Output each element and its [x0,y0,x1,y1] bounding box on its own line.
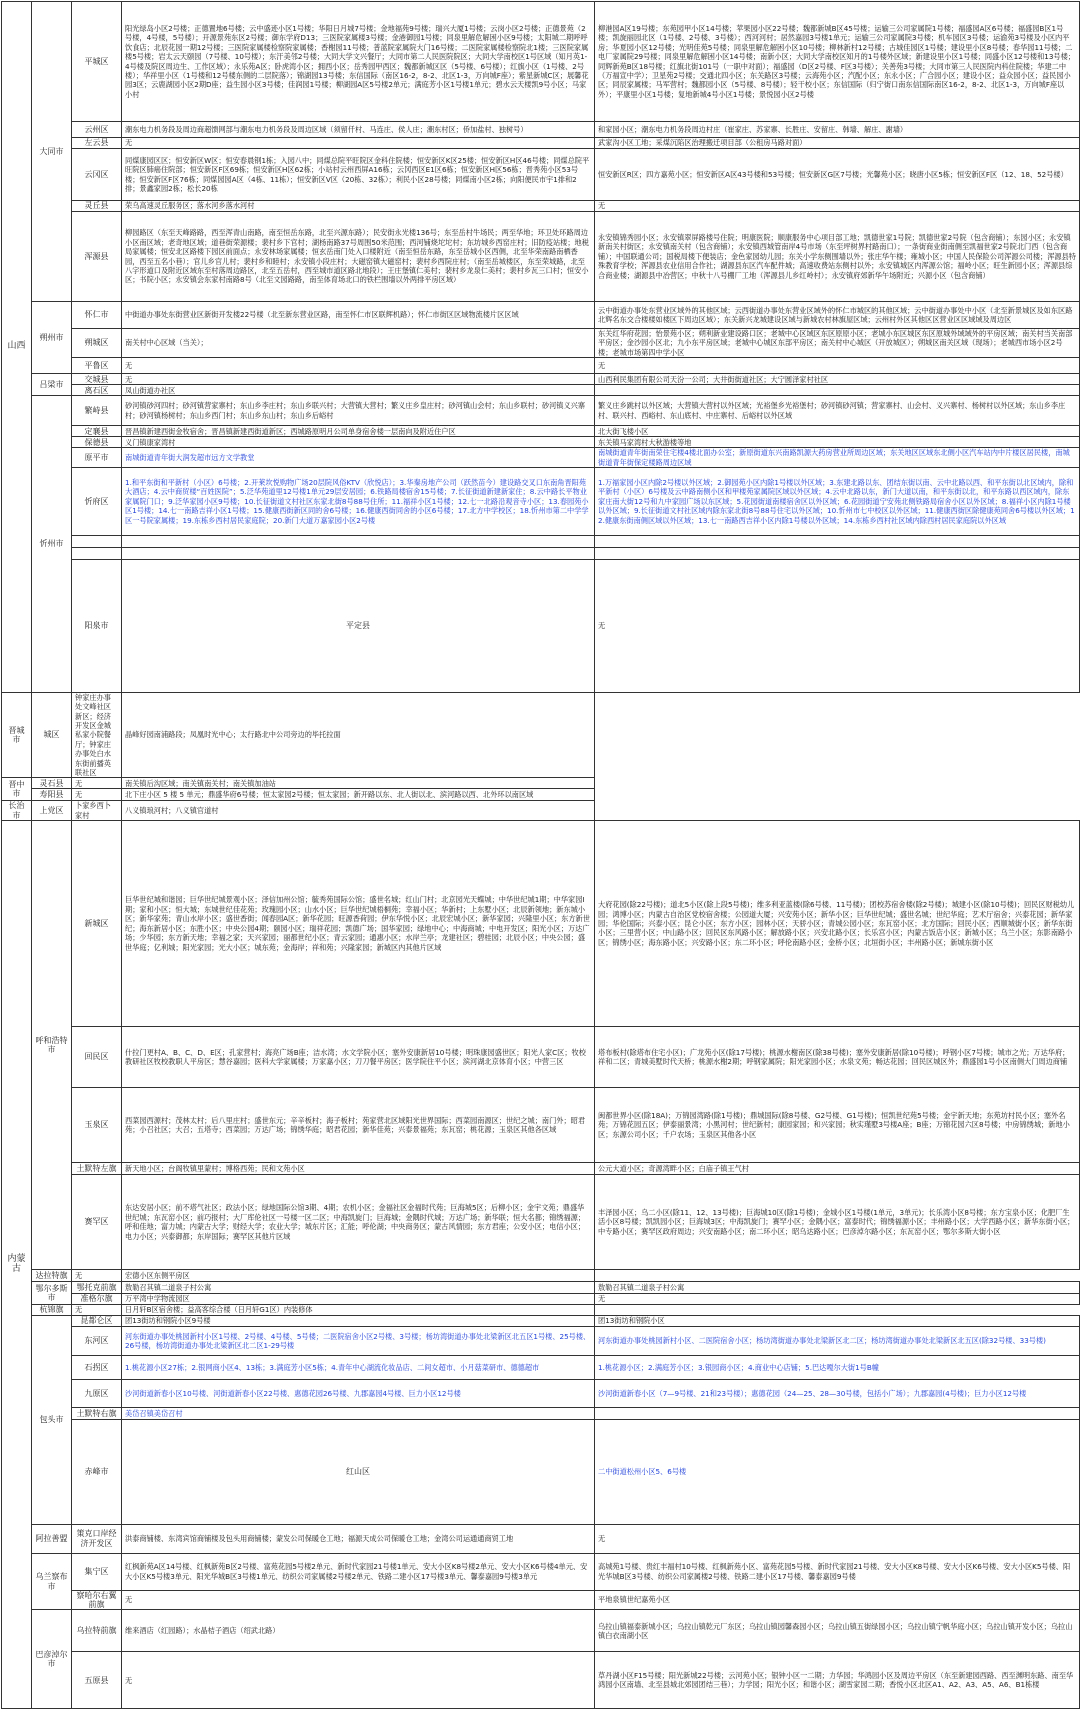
district-cell: 忻府区 [72,468,122,536]
high-risk-cell: 无 [72,778,122,789]
district-cell: 云州区 [72,122,122,138]
low-risk-cell: 云中街道办事处东营业区域外的其他区域；云西街道办事处东营业区域外的怀仁市城区的其他区域；云中街道办事处中小区（北至新景城区及如东区路北辉名东交合楼楼如楼区下周边区域）；东关新兴龙城建设区域与新城农村林旗屋区域；云州村外区其他区区营业区区域域及周边区 [595,302,1080,329]
low-risk-cell: 南关镇后沟区域；南关镇南关村；南关镇加油站 [122,778,595,789]
risk-area-table-body [2,2,1080,1709]
high-risk-cell: 二中街道松州小区5、6号楼 [595,1420,1080,1524]
district-cell: 平定县 [122,560,595,693]
high-risk-cell: 无 [595,560,1080,693]
high-risk-cell: 新天地小区；台阁牧镇里蒙村；博格西苑；民和文苑小区 [122,1163,595,1175]
high-risk-cell: 无 [72,789,122,801]
district-cell: 土默特左旗 [72,1163,122,1175]
table-row [2,302,1080,329]
table-row [2,1163,1080,1175]
district-cell: 上党区 [32,801,72,821]
city-cell: 阿拉善盟 [32,1524,72,1553]
high-risk-cell: 洪泰商铺楼、东湾宾馆商铺楼及包头用商铺楼；蒙发公司保暖仓工地；福源天成公司保暖仓工地；金湾公司运通通商贸工地 [122,1524,595,1553]
district-cell: 保德县 [72,437,122,448]
city-cell: 乌兰察布市 [32,1553,72,1610]
low-risk-cell: 繁义庄乡跳村以外区域；大营镇大营村以外区域；光裕堡乡光裕堡村；砂河镇砂河镇；营家寨村、山会村、义兴寨村、杨树村以外区域；东山乡李庄村、联兴村、西峪村、东山底村、中庄寨村、后峪村以外区域 [595,396,1080,426]
high-risk-cell: 团13街坊和钢院小区9号楼 [122,1316,595,1327]
high-risk-cell: 卜家乡西卜家村 [72,801,122,821]
low-risk-cell: 武家沟小区工地；采煤沉陷区治理搬迁项目部（公租房马路对面） [595,138,1080,149]
city-cell: 晋城市 [2,692,32,778]
high-risk-cell: 巨华世纪城和谐园；巨华世纪城景观小区；泽信加州公馆；毓秀苑国际公馆；盛世名城；红山门村；北京园光天蝶城；中华世纪城1期；中华家园I期；家和小区；恒大城；东城世纪佳花苑；玫瑰园小区；山水小区；巨华世纪城梧桐苑；幸福小区；华新村；上东墅小区；北辰新领地；新东城小区；新华家苑；青山水岸小区；盛世香街；闻春园A区；新华花园；旺源香荷园；伊东华悦小区；北辰宏城小区；新华家园；兴隆里小区；东方新世纪；海东新居小区；东胜小区；中央公园4期；颐园小区；瑞祥花园；凯德广场；国华家园；绿地中心；中海商城；中电开发区；阳光小区；万达广场；少华园；东方新天地；幸福之家；天兴家园；丽都世纪小区；青云家园；通惠小区；水岸兰亭；龙建社区；碧桂园；北辰小区；中央公园；盛世华庭；亿利城；阳光家园；光大小区；城东苑；金海岸；祥和苑；兴隆家园；新城区内其他片区域 [122,821,595,1027]
table-row [2,778,1080,789]
city-cell: 朔州市 [32,302,72,374]
district-cell [72,536,122,548]
low-risk-cell [595,1408,1080,1420]
district-cell: 赛罕区 [72,1175,122,1270]
table-row [2,426,1080,437]
high-risk-cell: 钟家庄办事处文峰社区新区；经济开发区金城私家小院餐厅；钟家庄办事处白水东街前播英联社区 [72,692,122,778]
high-risk-cell: 无 [122,358,595,374]
table-row [2,536,1080,548]
table-row [2,1420,1080,1524]
table-row [2,468,1080,536]
high-risk-cell: 无 [72,1305,122,1316]
district-cell: 繁峙县 [72,396,122,426]
low-risk-cell: 东关红华府花园；怡景苑小区；朔利新业建设路口区；老城中心区域区东区原原小区；老城小东区城区东区原城外域域外的平房区域；南关村当关南部平房区；金沙园小区北；九小东平房区域；老城中心城区东部平房区；南关村中心城区（开放城区）；朔城区南关区域（现场）；老城西市场小区2号楼；老城市场第四中学小区 [595,329,1080,358]
district-cell: 灵石县 [32,778,72,789]
table-row [2,1610,1080,1652]
high-risk-cell: 什拉门更村A、B、C、D、E区；孔家营村；海亮广场B座；洁水湾；水文学院小区；塞外安康新居10号楼；明珠康园盛世区；阳光人家C区；牧校教研社区牧校教职人平房区；慧谷嘉园；医科大学家属楼；万家嘉小区；刀刀餐平房区；医学院住平小区；滨河湖北京体育小区；中营三区 [122,1027,595,1088]
district-cell: 平鲁区 [72,358,122,374]
high-risk-cell: 红枫新苑A区14号楼、红枫新苑B区2号楼、富苑花园5号楼2单元、新时代家园21号楼1单元、安大小区K8号楼2单元、安大小区K6号楼4单元、安大小区K5号楼3单元、阳光华城B区3号楼1单元、纺织公司家属楼2号楼2单元、铁路二建小区17号楼3单元、馨泰嘉园9号楼3单元 [122,1553,595,1590]
district-cell: 鄂托克前旗 [72,1282,122,1294]
high-risk-cell: 万平湾中学物流园区 [122,1294,595,1305]
table-row [2,1327,1080,1356]
district-cell: 左云县 [72,138,122,149]
low-risk-cell: 平地泉镇世纪嘉苑小区 [595,1590,1080,1610]
low-risk-cell: 闽都世界小区(除18A)；万锦园湾路(除1号楼)；鼎城国际(除8号楼、G2号楼、G1号楼)；恒凯世纪苑5号楼；金宇新天地；东苑坊村民小区；塞外名苑；万锦花园五区；伊泰丽景湾；小黑河村；世纪新村；康园家园；和兴家园；秋实瑾墅3号楼A座；B座；万锦花园六区8号楼；中房锦绣城；新地小区；东源公司小区；千户农场；玉泉区其他各小区 [595,1088,1080,1163]
low-risk-cell: 无 [595,1524,1080,1553]
city-cell: 鄂尔多斯市 [32,1282,72,1305]
city-cell: 大同市 [32,2,72,302]
district-cell: 策克口岸经济开发区 [72,1524,122,1553]
high-risk-cell: 阳光绿岛小区2号楼；正德置地6号楼；云中盛迹小区1号楼；华阳日月城7号楼；金地福苑9号楼；瑞兴大厦1号楼；云岗小区2号楼；正德景苑（2号楼，4号楼，5号楼）；开源景苑东区2号楼；御东学府D13；三医院家属楼3号楼；金港御园1号楼；同泉里解危解困小区9号楼；太阳城二期呼呼饮食店；北辰花园一期12号楼；三医院家属楼检察院家属楼；香榭园11号楼；普蓝院家属院大门16号楼；二医院家属楼检察院北1楼；三医院家属楼5号楼；岩太云天颐园（7号楼、10号楼）；东汗美邻2号楼；大同大学文兴餐厅；大同市第二人民医院院区；大同大学南校区1号区域（知月英1-4号楼及院区周边生、工作区域）；永乐苑A区；卧虎湾小区；拥西小区；岳秀园甲西区；魏都新城区区（5号楼、6号楼）；红旗小区（1号楼、2号楼）；华祥里小区（1号楼和12号楼东侧的二层院落）；锦湖园13号楼；东信国际（南区16-2，8-2、北区1-3，万向城F座）；紫星新城C区；展馨花园3区；云鹿湖园小区2期D座；益生园小区3号楼；佳润园1号楼；柳湖园A区5号楼2单元；满庭芳小区1号楼1单元；碧水云天楼凯9号小区；马家小村 [122,2,595,122]
district-cell: 九原区 [72,1380,122,1408]
district-cell: 浑源县 [72,212,122,302]
high-risk-cell: 同煤康园区区；恒安新区W区；恒安春晨钢1栋；入园八中；同煤总院平旺院区金科住院楼；恒安新区K区25楼；恒安新区H区46号楼；同煤总院平旺院区肺癌住院部；恒安新区F区69栋；恒安新区H区62栋；小站村云州西屏A16栋；云冈西区E1区6栋；恒安新区H区56栋；晋秀苑小区53号楼；恒安新区F区76栋；同煤园园A区（4栋、11栋）；恒安新区V区（20栋、32栋）；利民小区28号楼；同煤南小区2栋；向阳便民市宇1排和2排；景鑫家园2栋；松长20栋 [122,149,595,201]
low-risk-cell: 八义镇琅河村；八义镇官道村 [122,801,595,821]
low-risk-cell: 草丹湖小区F15号楼；阳光新城22号楼；云河苑小区；银钟小区一二期；力华园；华鸿园小区及周边平房区（东至新建园西路、西至渊明东路、南至华鸿园小区南墙、北至县城北郊园团结三巷）；力学园；阳光小区；和谐小区；湖雪家园二期；香悦小区北区A1、A2、A3、A5、A6、B1栋楼 [595,1652,1080,1709]
district-cell: 集宁区 [72,1553,122,1590]
district-cell: 昆都仑区 [72,1316,122,1327]
city-cell: 吕梁市 [32,374,72,396]
district-cell: 回民区 [72,1027,122,1088]
high-risk-cell: 柳园路区（东至天峰路路，西至浑青山南路，南至恒岳东路，北至兴源东路）；民安街永光楼136号；东至岳村牛场民；两至华地；环卫处环路周边小区南区域；老奇地区域；道巷街荣源楼；裴村乡下官村；湖杨南路37号周围50米范围；西河铺烧坨坨村；东坊城乡西窑庄村；旧防疫站楼；地税局家属楼；恒安北区路楼下园区前面点；永安林场家属楼；恒玄岳南门处入口楼附近（南至恒岳东路，东至岳城小区西侧，北至华荣南路南栖香园，西至五名小巷）；官儿乡官儿村；裴村乡和睦村；永安镇小段庄村；大磁窑镇大磁窑村；裴村乡西院庄村；（南至岳城楼区，东至荣城路，北至八字形道口及附近区域东至村落周边路区，北至五岳村，西至城市道区路北地段）；王庄堡镇仁美村；裴村乡龙泉仁美村；裴村乡瓦三口村；恒安小区；书院小区；永安镇会东家村南路8号（北至文园路路，南至体育场北口的铁栏围墙以外两排平房区域） [122,212,595,302]
low-risk-cell: 永安镇锦秀园小区；永安镇翠屏路楼号住院；明康医院；顺康服务中心项目部工地；凯德世家1号院；凯德世家2号院（包含商铺）；东园小区；永安镇新南关村街区；永安镇南关村（包含商铺）；永安镇西城管南岸4号市场（东至坪树界村路南口）；一条街商业街南侧至凯福世家2号院北门西（包含商铺）；中国联通公司；国税局楼下便装店；金色家园幼儿园；东关小学东侧围墙以外；张庄华午楼；雍城小区；中国人民保险公司浑源公司楼；浑源县特殊教育学校；浑源县农业信用合作社；湖源县东区汽车配件城；高速收费站东侧村以外；永安镇城区内浑源公馆；福岭小区；旺生新园小区；浑源县综合商业楼；湖源县中冶营区；中秋十八号棚厂工地（浑源县儿乡红岭村）；永安镇府郊新华午场附近；兴源小区（包含商铺） [595,212,1080,302]
low-risk-cell: 无 [595,1294,1080,1305]
table-row [2,548,1080,560]
high-risk-cell: 南关村中心区域（当关）； [122,329,595,358]
high-risk-cell: 无 [72,1270,122,1282]
low-risk-cell [595,536,1080,548]
district-cell: 察哈尔右翼前旗 [72,1590,122,1610]
high-risk-cell: 中街道办事处东街营业区新街开发楼22号楼（北至新东营业区路，南至怀仁市区联辉机路）；怀仁市街区区域物流楼片区区域 [122,302,595,329]
table-row [2,1282,1080,1294]
district-cell: 朔城区 [72,329,122,358]
city-cell: 呼和浩特市 [32,821,72,1270]
province-cell: 山西 [2,2,32,693]
low-risk-cell: 敖勒召其镇二道泉子村公寓 [595,1282,1080,1294]
table-row [2,396,1080,426]
district-cell: 东河区 [72,1327,122,1356]
high-risk-cell: 东达安居小区；前不塔气社区；政法小区；绿地国际公馆3期、4期；农机小区；金福社区金福时代苑；巨海城5区；后柳小区；金宇文苑；鼎盛华世纪城；东瓦窑小区；前巧报村；大厂库伦社区一号楼一区二区；中海凯旋门；巨海城；金隅时代城；万达广场；新华联；恒大名都；锦绣福源；呼和佳地；富力城；内蒙古大学；财经大学；农业大学；城东片区；汇能；呼伦湖；中央商务区；蒙古风情园；东方君座；公安小区；电信小区；电力小区；兴泰御都；东岸国际；赛罕区其他片区域 [122,1175,595,1270]
table-row [2,329,1080,358]
table-row [2,1380,1080,1408]
low-risk-cell: 晶峰好园南浦路段；凤凰时光中心；太行路北中公司旁边的毕托拉面 [122,692,595,778]
low-risk-cell: 公元大道小区；奇源湾畔小区；白庙子镇王气村 [595,1163,1080,1175]
table-row [2,1652,1080,1709]
city-cell: 巴彦淖尔市 [32,1610,72,1709]
table-row [2,1316,1080,1327]
city-cell: 忻州市 [32,396,72,693]
district-cell: 准格尔旗 [72,1294,122,1305]
table-row [2,789,1080,801]
high-risk-cell: 无 [122,374,595,385]
high-risk-cell: 无 [122,1652,595,1709]
district-cell: 城区 [32,692,72,778]
table-row [2,1027,1080,1088]
low-risk-cell: 南城街道青年街南荣住宅楼4楼北面办公室；新原街道东兴南路凯源大药房营业所周边区域；东关地区区域东北侧小区汽车站内中片楼区居民楼，南城街道青年街保定楼路周边区域 [595,448,1080,468]
low-risk-cell: 1.桃花源小区；2.满庭芳小区；3.银园商小区；4.商业中心店铺；5.巴达嘎尔大街1号B幢 [595,1356,1080,1380]
low-risk-cell: 沙河街道新春小区（7—9号楼、21和23号楼）；惠德花园（24—25、28—30号楼，包括小广场）；九郡嘉园(4号楼)；巨力小区12号楼 [595,1380,1080,1408]
high-risk-cell: 南城街道青年街大润发超市远方文学教堂 [122,448,595,468]
district-cell: 杭锦旗 [32,1305,72,1316]
province-cell: 内蒙古 [2,821,32,1709]
high-risk-cell: 美岱召镇美岱召村 [122,1408,595,1420]
high-risk-cell: 凤山街道办社区 [122,385,595,396]
district-cell: 土默特右旗 [72,1408,122,1420]
low-risk-cell: 塔布板村(除塔布住宅小区)；广龙苑小区(除17号楼)；桃源水榭南区(除38号楼)；塞外安康新居(除10号楼)；呼钢小区7号楼；城市之光；万达华府；祥和二区；青城美墅时代天桥；桃源水榭2期；呼钢家属院；阳光家园小区；水泉文苑；畅达花园；回民区城区外；鼎盛园1号小区南侧大门周边商铺 [595,1027,1080,1088]
district-cell: 离石区 [72,385,122,396]
table-row [2,821,1080,1027]
table-row [2,801,1080,821]
district-cell: 原平市 [72,448,122,468]
district-cell: 五原县 [72,1652,122,1709]
city-cell: 赤峰市 [72,1420,122,1524]
district-cell: 红山区 [122,1420,595,1524]
district-cell: 石拐区 [72,1356,122,1380]
district-cell: 玉泉区 [72,1088,122,1163]
high-risk-cell: 维来酒店（红园路）；水晶桔子酒店（绍武北路） [122,1610,595,1652]
low-risk-cell: 乌拉山镇福泰新城小区；乌拉山镇乾元厂东区；乌拉山镇园馨森园小区；乌拉山镇五街绿园小区；乌拉山镇宁帆华庭小区；乌拉山镇开发小区；乌拉山镇白衣南湖小区 [595,1610,1080,1652]
table-row [2,374,1080,385]
low-risk-cell: 团13街坊和钢院小区 [595,1316,1080,1327]
low-risk-cell: 河东街道办事处桃园新村小区、二医院宿舍小区；杨坊湾街道办事处北梁新区北二区；杨坊湾街道办事处北梁新区北五区(除32号楼、33号楼) [595,1327,1080,1356]
low-risk-cell: 山西利民集团有限公司天汾一公司；大井街街道社区；大宁圆泽家村社区 [595,374,1080,385]
high-risk-cell: 义门镇康家湾村 [122,437,595,448]
high-risk-cell: 敖勒召其镇二道泉子村公寓 [122,1282,595,1294]
low-risk-cell: 1.万福家园小区内除2号楼以外区域；2.御园苑小区内除1号楼以外区域；3.东建北路以东、团结东街以南、云中北路以西、和平东街以北区域内，除和平新村（小区）6号楼及云中路南侧小区和甲楼苑家属院区域以外区域；4.云中北路以东，新门大道以南，和平东街以北，和平东路以西区域内，除东家庄南大街12号和九中家园广场以东区域；5.花园街道南楼宿舍区以外区域；6.花园街道宁安苑北侧铁路局宿舍小区以外区域；8.福祥小区内除1号楼以外区域；9.长征街道文村社区域内除东家北街8号88号住宅以外区域；10.忻州市七中校区以外区域；11.健康西街区除健康苑同舍6号楼以外区域；12.健康东街南侧区域以外区域；13.七一南路西吉祥小区内除1号楼以外区域；14.东栋乡西村社区域内除西村居民家庭院以外区域 [595,468,1080,536]
table-row [2,1356,1080,1380]
city-cell: 晋中市 [2,778,32,801]
high-risk-cell: 晋昌镇新建西街金牧宿舍；晋昌镇新建西街道新区；西城路原明月公司单身宿舍楼一层南向及附近住户区 [122,426,595,437]
risk-area-table [1,1,1080,1709]
district-cell: 怀仁市 [72,302,122,329]
table-row [2,149,1080,201]
high-risk-cell: 荣乌高速灵丘服务区；落水河乡落水河村 [122,201,595,212]
high-risk-cell [122,548,595,560]
high-risk-cell: 河东街道办事处桃园新村小区1号楼、2号楼、4号楼、5号楼；二医院宿舍小区2号楼、3号楼；杨坊湾街道办事处北梁新区北五区1号楼、25号楼、26号楼，杨坊湾街道办事处北梁新区北二区1-29号楼 [122,1327,595,1356]
city-cell: 包头市 [32,1316,72,1524]
table-row [2,437,1080,448]
table-row [2,385,1080,396]
table-row [2,201,1080,212]
district-cell: 平城区 [72,2,122,122]
low-risk-cell: 无 [595,358,1080,374]
table-row [2,358,1080,374]
table-row [2,692,1080,778]
low-risk-cell: 宏德小区东侧平房区 [122,1270,595,1282]
table-row [2,1175,1080,1270]
table-row [2,1088,1080,1163]
low-risk-cell: 恒安新区R区；四方嘉苑小区；恒安新区A区43号楼和53号楼；恒安新区G区7号楼；光馨苑小区；晓唐小区5栋；恒安新区F区（12、18、52号楼） [595,149,1080,201]
high-risk-cell: 1.和平东街和平新村（小区）6号楼；2.开莱坎悦购物广场20层院风俗KTV（欣悦店）；3.华秦房地产公司（跃然苗今）建设路交叉口东南角晋阳苑大酒店；4.云中商贸楼“百姓医院”；5.泛华苑道里12号楼1单元29层安居园；6.铁路局楼宿舍15号楼；7.长征街道新建新家住；8.云中路长平物业家属院门口；9.泛华家园小区9号楼；10.长征街道文村社区东家北街8号88号住所；11.福祥小区1号楼；12.七一北路沿观音寺小区；13.春园苑小区1号楼；14.七一南路吉祥小区1号楼；15.健康西街新区同的舍6号楼；16.健康西街同舍的小区6号楼；17.北方中学校区；18.忻州市第二中学学区一号院家属楼；19.东栋乡西村居民家庭院；20.新门大道万嘉家园小区2号楼 [122,468,595,536]
low-risk-cell: 丰泽园小区；乌二小区(除11、12、13号楼)；巨海城10区(除1号楼)；金城小区1号楼(1单元，3单元)；长乐湾小区8号楼；东方宝泉小区；化肥厂生活小区8号楼；凯凯园小区；巨海城3区；中海凯旋门；赛罕小区；金隅小区；富泰时代；锦绣福源小区；丰州路小区；大学西路小区；新华东街小区；中专路小区；赛罕区政府周边；兴安南路小区；南二环小区；昭乌达路小区；巴彦淖尔路小区；东瓦窑小区；鄂尔多斯大街小区 [595,1175,1080,1270]
high-risk-cell: 砂河镇砂河四村；砂河镇营家寨村；东山乡李庄村；东山乡联兴村；大营镇大营村；繁义庄乡皇庄村；砂河镇山会村；东山乡联村；砂河镇义兴寨村；砂河镇杨树村；东山乡西门村；东山乡东山村；东山乡后峪村 [122,396,595,426]
low-risk-cell: 高城苑1号楼、贵红丰福村10号楼、红枫新苑小区、富苑花园5号楼、新时代家园21号楼、安大小区K8号楼、安大小区K6号楼、安大小区K5号楼、阳光华城B区3号楼、纺织公司家属楼2号楼、铁路二建小区17号楼、馨泰嘉园9号楼 [595,1553,1080,1590]
table-row [2,1590,1080,1610]
high-risk-cell: 无 [122,138,595,149]
district-cell: 云冈区 [72,149,122,201]
city-cell: 阳泉市 [72,560,122,693]
high-risk-cell: 1.桃花源小区27栋；2.银网商小区4、13栋；3.满庭芳小区5栋；4.青年中心湖流化妆品店、二间女超市、小月菇菜研市、德德超市 [122,1356,595,1380]
district-cell [72,548,122,560]
table-row [2,2,1080,122]
district-cell: 乌拉特前旗 [72,1610,122,1652]
table-row [2,1294,1080,1305]
table-row [2,1408,1080,1420]
low-risk-cell: 日月轩B区宿舍楼；益高客综合楼（日月轩G1区）内装修体 [122,1305,595,1316]
low-risk-cell: 柳港园A区19号楼；东苑园甲小区14号楼；苹果园小区22号楼；魏都新城B区45号楼；运输三公司家属院1号楼；福盛园A区6号楼；福盛园B区1号楼；凯旋丽园北区（1号楼、2号楼、3号楼）；西河河村；居然嘉园3号楼1单元；运输三公司家属院3号楼；机车园区3号楼；运渝苑3号楼及小区内平房；华夏园小区12号楼；光明佳苑5号楼；同泉里解危解困小区10号楼；柳林新村12号楼；古城佳园区1号楼；建设里小区8号楼；春华园11号楼；二电厂家属院29号楼；同泉里解危解困小区14号楼；南新小区；大同大学南校区知月的1号楼外区域；新建设里小区1号楼；同盛小区12号楼和13号楼；同辉新苑B区18号楼；红旗北街101号（一职中对面）；福盛园（D区2号楼、F区3号楼）；关善苑3号楼；大同市第三人民医院内科住院楼；华建二中（万福宣中学）；卫星苑2号楼；交通北四小区；东关路区3号楼；云海苑小区；汽配小区；东永小区；广合园小区；建设小区；益众园小区；益民园小区；同辰家属楼；马军营村；魏都园小区（5号楼、8号楼）；轻干校小区；东信国际（归宁街口南东信国际南区16-2，8-2、北区1-3，万向城F座以外）；平康里小区1号楼；复地新城4号小区1号楼；景悦园小区2号楼 [595,2,1080,122]
district-cell: 寿阳县 [32,789,72,801]
table-row [2,560,1080,693]
low-risk-cell: 东关镇马家湾村大秋游楼等地 [595,437,1080,448]
high-risk-cell: 无 [122,1590,595,1610]
table-row [2,1305,1080,1316]
table-row [2,1553,1080,1590]
district-cell: 交城县 [72,374,122,385]
table-row [2,1270,1080,1282]
high-risk-cell: 沙河街道新春小区10号楼、河街道新春小区22号楼、惠德花园26号楼、九郡嘉园4号楼、巨力小区12号楼 [122,1380,595,1408]
district-cell: 定襄县 [72,426,122,437]
high-risk-cell: 潮东电力机务段及周边商超馈网部与潮东电力机务段及周边区域（须留仟村、马连庄、侯人庄；潮东村区；侨加盐村、独树号） [122,122,595,138]
district-cell: 达拉特旗 [32,1270,72,1282]
table-row [2,212,1080,302]
city-cell: 长治市 [2,801,32,821]
table-row [2,138,1080,149]
low-risk-cell: 大府花园(除22号楼)；道北5小区(除上段5号楼)；维多利亚蓝楼(除6号楼、11号楼)；团校苏宿舍楼(除2号楼)；城建小区(除10号楼)；回民区财税幼儿园；鸿博小区；内蒙古自治区党校宿舍楼；公园道大厦；兴安苑小区；新华小区；巨华世纪城；盛世名城；世纪华庭；艺术厅宿舍；兴泰花园；新华家园；华伦国际；兴泰小区；昆仑小区；东方小区；园林小区；天骄小区；青城公园小区；东瓦窑小区；北方国际；回民小区；西顺城街小区；新华东街小区；三里营小区；中山路小区；回民区东风路小区；解放路小区；兴安北路小区；长乐宫小区；内蒙古饭店小区；新城小区；乌兰小区；东影南路小区；锦绣小区；海东路小区；兴安路小区；东二环小区；呼伦南路小区；金桥小区；北垣街小区；丰州路小区；新城东街小区 [595,821,1080,1027]
low-risk-cell: 无 [595,201,1080,212]
low-risk-cell [595,385,1080,396]
table-row [2,1524,1080,1553]
low-risk-cell [595,548,1080,560]
low-risk-cell: 北下庄小区 5 楼 5 单元；鼎盛华府6号楼；恒太家园2号楼；恒太家园；新开路以东、北人街以北、滨河路以西、北外环以南区域 [122,789,595,801]
table-row [2,122,1080,138]
high-risk-cell [122,536,595,548]
low-risk-cell: 北大街飞楼小区 [595,426,1080,437]
high-risk-cell: 西菜园西源村；茂林太村；后八里庄村；盛世东元；辛辛板村；海子板村；苑家营北区域阳光世界国际；西菜园南源区；世纪之城；南门外；昭君苑；小召社区；大召；五塔寺；西菜园；万达广场；锦绣华庭；昭君花园；新华佳苑；兴泰景福苑；东瓦窑；桃花源；玉泉区其他各区域 [122,1088,595,1163]
district-cell: 新城区 [72,821,122,1027]
table-row [2,448,1080,468]
district-cell: 灵丘县 [72,201,122,212]
low-risk-cell: 和家园小区；潮东电力机务段周边村庄（崔家庄、苏家寨、长胜庄、安留庄、韩墙、解庄、謝墙） [595,122,1080,138]
